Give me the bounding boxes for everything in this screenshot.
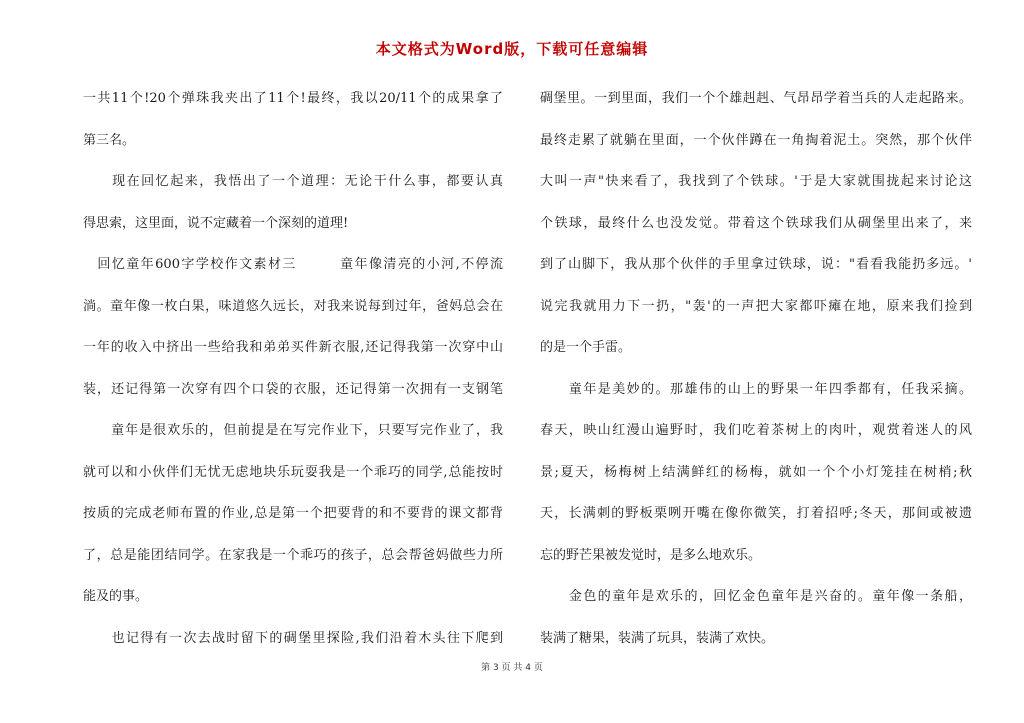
text-line: 也记得有一次去战时留下的碉堡里探险,我们沿着木头往下爬到 xyxy=(83,630,503,646)
document-header-title: 本文格式为Word版，下载可任意编辑 xyxy=(375,40,649,58)
text-line: 回忆童年600字学校作文素材三 童年像清亮的小河,不停流 xyxy=(83,257,503,272)
text-line: 了，总是能团结同学。在家我是一个乖巧的孩子，总会帮爸妈做些力所 xyxy=(83,547,503,563)
text-line: 淌。童年像一枚白果，味道悠久远长，对我来说每到过年，爸妈总会在 xyxy=(83,298,503,314)
text-line: 装满了糖果，装满了玩具，装满了欢快。 xyxy=(540,630,775,646)
text-line: 景;夏天，杨梅树上结满鲜红的杨梅，就如一个个小灯笼挂在树梢;秋 xyxy=(540,464,972,480)
text-line: 碉堡里。一到里面，我们一个个雄赳赳、气昂昂学着当兵的人走起路来。 xyxy=(540,91,972,106)
text-line: 童年是美妙的。那雄伟的山上的野果一年四季都有，任我采摘。 xyxy=(540,381,972,397)
text-line: 大叫一声"快来看了，我找到了个铁球。'于是大家就围拢起来讨论这 xyxy=(540,174,972,189)
text-line: 现在回忆起来，我悟出了一个道理：无论干什么事，都要认真 xyxy=(83,174,503,189)
text-line: 一共11个!20个弹珠我夹出了11个!最终，我以20/11个的成果拿了 xyxy=(83,91,503,106)
text-line: 童年是很欢乐的，但前提是在写完作业下，只要写完作业了，我 xyxy=(83,423,503,438)
text-line: 得思索，这里面，说不定藏着一个深刻的道理! xyxy=(83,215,349,231)
text-line: 忘的野芒果被发觉时，是多么地欢乐。 xyxy=(540,547,762,563)
text-line: 个铁球，最终什么也没发觉。带着这个铁球我们从碉堡里出来了，来 xyxy=(540,215,972,231)
text-line: 说完我就用力下一扔，"轰'的一声把大家都吓瘫在地，原来我们捡到 xyxy=(540,298,972,314)
text-line: 按质的完成老师布置的作业,总是第一个把要背的和不要背的课文都背 xyxy=(83,506,503,521)
text-line: 的是一个手雷。 xyxy=(540,340,632,355)
text-line: 金色的童年是欢乐的，回忆金色童年是兴奋的。童年像一条船， xyxy=(540,589,972,604)
text-line: 就可以和小伙伴们无忧无虑地块乐玩耍我是一个乖巧的同学,总能按时 xyxy=(83,464,503,480)
text-line: 能及的事。 xyxy=(83,589,149,604)
right-text-column xyxy=(540,78,972,659)
text-line: 天，长满刺的野板栗咧开嘴在像你微笑，打着招呼;冬天，那间或被遗 xyxy=(540,506,972,521)
page-number-footer: 第 3 页 共 4 页 xyxy=(481,663,543,673)
text-line: 最终走累了就躺在里面，一个伙伴蹲在一角掏着泥土。突然，那个伙伴 xyxy=(540,132,972,148)
text-line: 装，还记得第一次穿有四个口袋的衣服，还记得第一次拥有一支钢笔 xyxy=(83,381,503,397)
text-line: 到了山脚下，我从那个伙伴的手里拿过铁球，说："看看我能扔多远。' xyxy=(540,257,972,272)
left-text-column xyxy=(83,78,503,659)
text-line: 第三名。 xyxy=(83,132,136,148)
text-line: 春天，映山红漫山遍野时，我们吃着茶树上的肉叶，观赏着迷人的风 xyxy=(540,423,972,438)
text-line: 一年的收入中挤出一些给我和弟弟买件新衣服,还记得我第一次穿中山 xyxy=(83,340,503,355)
